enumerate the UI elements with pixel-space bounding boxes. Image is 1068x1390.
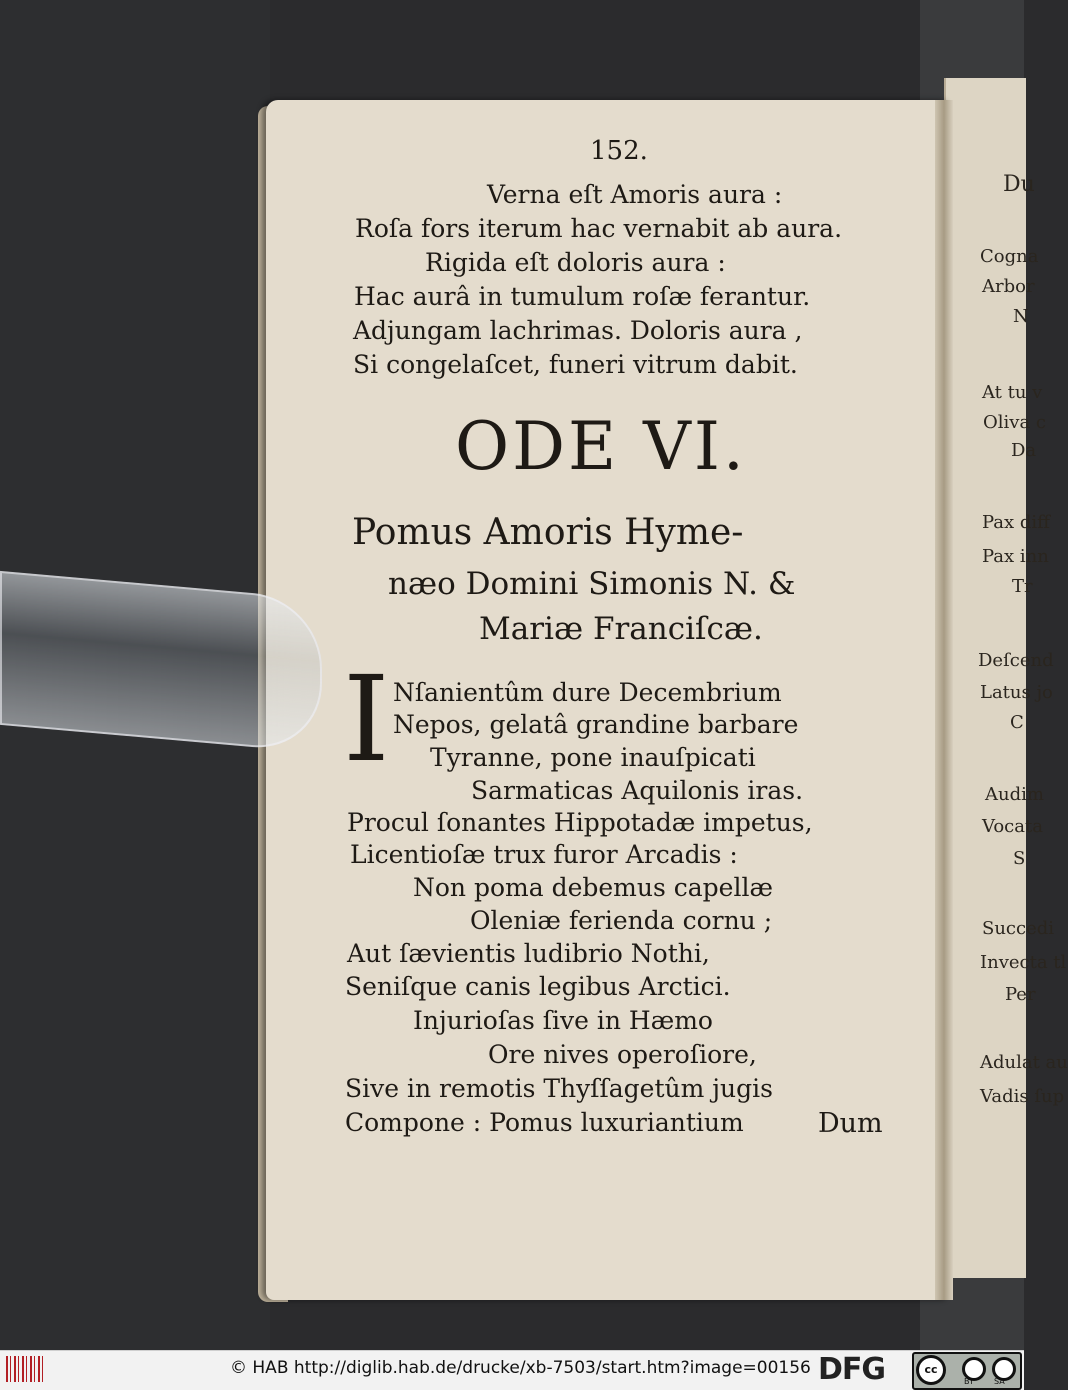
- facing-page-text: Latus jo: [980, 682, 1053, 703]
- verse-line: Aut ſævientis ludibrio Nothi,: [347, 939, 710, 968]
- facing-page-text: Pax diff: [982, 512, 1050, 533]
- facing-page-text: C: [1010, 712, 1024, 733]
- verse-line: Adjungam lachrimas. Doloris aura ,: [353, 316, 803, 345]
- facing-page-text: Invecta tl: [980, 952, 1067, 973]
- subtitle-line: Pomus Amoris Hyme-: [352, 512, 744, 553]
- cc-license-badge[interactable]: [912, 1352, 1022, 1390]
- verse-line: Si congelaſcet, funeri vitrum dabit.: [353, 350, 798, 379]
- facing-page-text: Succedi: [982, 918, 1055, 939]
- verse-line: Rigida eſt doloris aura :: [425, 248, 726, 277]
- facing-page-text: Oliva c: [983, 412, 1046, 433]
- facing-page-text: S: [1013, 848, 1026, 869]
- verse-line: Nſanientûm dure Decembrium: [393, 678, 782, 707]
- facing-page-text: Adulat au: [980, 1052, 1068, 1073]
- verse-line: Ore nives operoſiore,: [488, 1040, 757, 1069]
- facing-page-text: At tu v: [982, 382, 1043, 403]
- dfg-logo: DFG: [818, 1352, 886, 1387]
- facing-page-text: Du: [1003, 172, 1035, 197]
- facing-page-text: Arbor: [982, 276, 1035, 297]
- verse-line: Licentioſæ trux furor Arcadis :: [350, 840, 738, 869]
- barcode-icon: [6, 1356, 46, 1382]
- page-holder: [0, 571, 322, 753]
- copyright-link[interactable]: © HAB http://diglib.hab.de/drucke/xb-7503/start.htm?image=00156: [230, 1358, 811, 1378]
- facing-page-text: Audim: [985, 784, 1044, 805]
- facing-page-text: Vocata: [982, 816, 1043, 837]
- subtitle-line: Mariæ Franciſcæ.: [479, 611, 763, 647]
- facing-page-text: Per: [1005, 984, 1036, 1005]
- facing-page-text: Vadis ſup: [980, 1086, 1065, 1107]
- book-gutter: [935, 100, 953, 1300]
- verse-line: Oleniæ ferienda cornu ;: [470, 906, 773, 935]
- verse-line: Non poma debemus capellæ: [413, 873, 773, 902]
- verse-line: Seniſque canis legibus Arctici.: [345, 972, 731, 1001]
- drop-cap: I: [343, 650, 390, 788]
- verse-line: Roſa fors iterum hac vernabit ab aura.: [355, 214, 843, 243]
- verse-line: Nepos, gelatâ grandine barbare: [393, 710, 799, 739]
- facing-page-text: Cogna: [980, 246, 1039, 267]
- by-label: BY: [964, 1377, 974, 1386]
- verse-line: Compone : Pomus luxuriantium: [345, 1108, 744, 1137]
- page-number: 152.: [590, 136, 648, 166]
- verse-line: Sarmaticas Aquilonis iras.: [471, 776, 804, 805]
- subtitle-line: næo Domini Simonis N. &: [388, 566, 796, 602]
- ode-title: ODE VI.: [455, 408, 747, 485]
- catchword: Dum: [818, 1108, 883, 1139]
- facing-page-text: Tr: [1012, 576, 1033, 597]
- verse-line: Procul ſonantes Hippotadæ impetus,: [347, 808, 813, 837]
- verse-line: Tyranne, pone inauſpicati: [430, 743, 756, 772]
- sa-label: SA: [994, 1377, 1005, 1386]
- facing-page-text: N: [1013, 306, 1029, 327]
- cc-icon: cc: [916, 1355, 946, 1385]
- facing-page-text: Da: [1011, 440, 1037, 461]
- verse-line: Injurioſas ſive in Hæmo: [413, 1006, 713, 1035]
- verse-line: Sive in remotis Thyſſagetûm jugis: [345, 1074, 773, 1103]
- verse-line: Hac aurâ in tumulum roſæ ferantur.: [354, 282, 811, 311]
- facing-page-text: Pax inn: [982, 546, 1049, 567]
- verse-line: Verna eſt Amoris aura :: [487, 180, 783, 209]
- facing-page-text: Deſcend: [978, 650, 1054, 671]
